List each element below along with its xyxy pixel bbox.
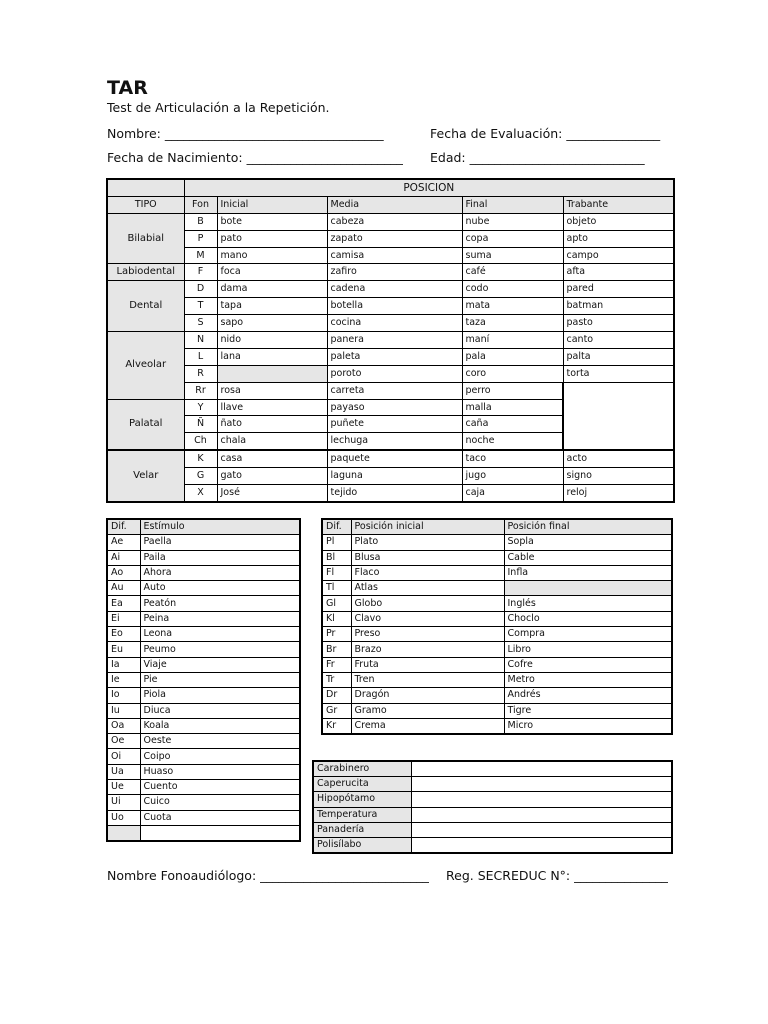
polisilabo-word: Temperatura	[313, 807, 411, 822]
media-cell[interactable]: paleta	[327, 348, 462, 365]
trabante-cell[interactable]: torta	[563, 365, 674, 382]
estimulo-cell[interactable]: Paila	[140, 550, 300, 565]
tipo-alveolar: Alveolar	[107, 332, 184, 400]
tipo-labiodental: Labiodental	[107, 264, 184, 281]
polisilabos-table	[312, 760, 673, 854]
estimulo-cell[interactable]: Diuca	[140, 703, 300, 718]
grupo-dif-cell: Pl	[322, 535, 351, 550]
trabante-cell[interactable]: pared	[563, 281, 674, 298]
grupo-final-cell[interactable]: Choclo	[504, 611, 672, 626]
dif-cell: Ia	[107, 657, 140, 672]
estimulo-cell[interactable]: Oeste	[140, 734, 300, 749]
fon-cell: P	[184, 230, 217, 247]
fon-cell: L	[184, 348, 217, 365]
grupo-inicial-cell[interactable]: Clavo	[351, 611, 504, 626]
phoneme-row	[107, 213, 674, 230]
estimulo-cell[interactable]: Cuento	[140, 780, 300, 795]
inicial-cell[interactable]: sapo	[217, 315, 327, 332]
media-cell[interactable]: lechuga	[327, 433, 462, 450]
dif-cell: Ae	[107, 535, 140, 550]
dif-cell: Ie	[107, 672, 140, 687]
trabante-cell[interactable]: pasto	[563, 315, 674, 332]
footer-nombre-fono[interactable]: Nombre Fonoaudiólogo: ___________________________	[107, 868, 429, 883]
dif-cell: Uo	[107, 810, 140, 825]
final-cell[interactable]: café	[462, 264, 563, 281]
grupo-dif-cell: Tl	[322, 581, 351, 596]
grupo-dif-cell: Bl	[322, 550, 351, 565]
final-cell[interactable]: nube	[462, 213, 563, 230]
phoneme-row	[107, 468, 674, 485]
phoneme-row	[107, 230, 674, 247]
media-cell[interactable]: panera	[327, 332, 462, 349]
estimulo-cell[interactable]: Koala	[140, 718, 300, 733]
polisilabo-response-cell[interactable]	[411, 777, 672, 792]
estimulo-cell[interactable]: Peatón	[140, 596, 300, 611]
grupo-final-cell[interactable]: Cable	[504, 550, 672, 565]
fon-cell: F	[184, 264, 217, 281]
trabante-cell-empty	[563, 433, 674, 450]
final-cell[interactable]: caja	[462, 485, 563, 502]
inicial-cell[interactable]: casa	[217, 450, 327, 467]
fon-cell: Ñ	[184, 416, 217, 433]
dif-cell: Eo	[107, 627, 140, 642]
phoneme-row	[107, 365, 674, 382]
final-cell[interactable]: taco	[462, 450, 563, 467]
fecha-nacimiento-field[interactable]: Fecha de Nacimiento: _________________________	[107, 150, 403, 165]
final-cell[interactable]: maní	[462, 332, 563, 349]
polisilabo-response-cell[interactable]	[411, 822, 672, 837]
fon-cell: T	[184, 298, 217, 315]
inicial-cell[interactable]: José	[217, 485, 327, 502]
estimulo-cell[interactable]: Paella	[140, 535, 300, 550]
inicial-cell[interactable]: pato	[217, 230, 327, 247]
media-cell[interactable]: camisa	[327, 247, 462, 264]
fon-header: Fon	[184, 196, 217, 213]
dif-cell: Ue	[107, 780, 140, 795]
grupo-inicial-cell[interactable]: Globo	[351, 596, 504, 611]
media-cell[interactable]: zafiro	[327, 264, 462, 281]
media-cell[interactable]: cocina	[327, 315, 462, 332]
grupo-final-cell[interactable]: Metro	[504, 672, 672, 687]
polisilabo-response-cell[interactable]	[411, 837, 672, 853]
grupo-dif-header: Dif.	[322, 519, 351, 535]
dif-cell: Ea	[107, 596, 140, 611]
inicial-header: Inicial	[217, 196, 327, 213]
phoneme-table	[106, 178, 675, 503]
trabante-cell[interactable]: batman	[563, 298, 674, 315]
dif-cell: Ai	[107, 550, 140, 565]
final-cell[interactable]: caña	[462, 416, 563, 433]
final-cell[interactable]: jugo	[462, 468, 563, 485]
grupos-table	[321, 518, 673, 735]
dif-cell: Oa	[107, 718, 140, 733]
posicion-inicial-header: Posición inicial	[351, 519, 504, 535]
trabante-cell[interactable]: afta	[563, 264, 674, 281]
phoneme-row	[107, 298, 674, 315]
grupo-dif-cell: Fr	[322, 657, 351, 672]
phoneme-row	[107, 332, 674, 349]
phoneme-row	[107, 315, 674, 332]
estimulo-cell[interactable]: Ahora	[140, 565, 300, 580]
final-cell[interactable]: codo	[462, 281, 563, 298]
final-cell[interactable]: coro	[462, 365, 563, 382]
grupo-inicial-cell[interactable]: Atlas	[351, 581, 504, 596]
estimulo-cell[interactable]: Cuico	[140, 795, 300, 810]
dif-cell: Oi	[107, 749, 140, 764]
trabante-cell-empty	[563, 416, 674, 433]
fon-cell: K	[184, 450, 217, 467]
fon-cell: D	[184, 281, 217, 298]
inicial-cell[interactable]: bote	[217, 213, 327, 230]
final-header: Final	[462, 196, 563, 213]
trabante-cell[interactable]: palta	[563, 348, 674, 365]
grupo-inicial-cell[interactable]: Brazo	[351, 642, 504, 657]
media-cell[interactable]: tejido	[327, 485, 462, 502]
phoneme-row	[107, 281, 674, 298]
final-cell[interactable]: taza	[462, 315, 563, 332]
inicial-cell[interactable]: foca	[217, 264, 327, 281]
polisilabo-word: Panadería	[313, 822, 411, 837]
grupo-final-cell[interactable]: Compra	[504, 627, 672, 642]
grupo-dif-cell: Gl	[322, 596, 351, 611]
media-cell[interactable]: carreta	[327, 382, 462, 399]
polisilabo-response-cell[interactable]	[411, 792, 672, 807]
trabante-cell-empty	[563, 382, 674, 399]
dif-cell: Oe	[107, 734, 140, 749]
header-empty-cell	[107, 179, 184, 196]
tipo-dental: Dental	[107, 281, 184, 332]
grupo-final-cell[interactable]: Cofre	[504, 657, 672, 672]
phoneme-row	[107, 416, 674, 433]
phoneme-row	[107, 382, 674, 399]
dif-cell: Ao	[107, 565, 140, 580]
estimulo-cell[interactable]: Leona	[140, 627, 300, 642]
page-title: TAR	[107, 77, 148, 99]
inicial-cell-empty	[217, 365, 327, 382]
final-cell[interactable]: noche	[462, 433, 563, 450]
media-cell[interactable]: botella	[327, 298, 462, 315]
estimulo-cell[interactable]: Peina	[140, 611, 300, 626]
grupo-final-cell[interactable]: Inglés	[504, 596, 672, 611]
dif-cell: Io	[107, 688, 140, 703]
footer-reg-secreduc[interactable]: Reg. SECREDUC N°: _______________	[446, 868, 668, 883]
grupo-inicial-cell[interactable]: Dragón	[351, 688, 504, 703]
dif-cell-empty	[107, 825, 140, 841]
grupo-inicial-cell[interactable]: Gramo	[351, 703, 504, 718]
fon-cell: M	[184, 247, 217, 264]
dif-cell: Iu	[107, 703, 140, 718]
inicial-cell[interactable]: chala	[217, 433, 327, 450]
polisilabo-word: Polisílabo	[313, 837, 411, 853]
final-cell[interactable]: mata	[462, 298, 563, 315]
dif-cell: Ua	[107, 764, 140, 779]
grupo-final-cell[interactable]: Sopla	[504, 535, 672, 550]
diptongos-rows	[107, 535, 300, 841]
trabante-cell[interactable]: campo	[563, 247, 674, 264]
grupo-final-cell[interactable]: Tigre	[504, 703, 672, 718]
phoneme-row	[107, 433, 674, 450]
estimulo-cell[interactable]: Huaso	[140, 764, 300, 779]
fon-cell: Rr	[184, 382, 217, 399]
dif-header: Dif.	[107, 519, 140, 535]
grupo-inicial-cell[interactable]: Blusa	[351, 550, 504, 565]
page-subtitle: Test de Articulación a la Repetición.	[107, 100, 330, 115]
grupo-inicial-cell[interactable]: Plato	[351, 535, 504, 550]
estimulo-cell[interactable]: Piola	[140, 688, 300, 703]
fon-cell: N	[184, 332, 217, 349]
inicial-cell[interactable]: llave	[217, 399, 327, 416]
diptongos-table	[106, 518, 301, 842]
phoneme-row	[107, 485, 674, 502]
grupo-dif-cell: Kr	[322, 718, 351, 734]
trabante-header: Trabante	[563, 196, 674, 213]
estimulo-cell[interactable]: Peumo	[140, 642, 300, 657]
inicial-cell[interactable]: gato	[217, 468, 327, 485]
grupo-final-cell[interactable]: Micro	[504, 718, 672, 734]
fon-cell: X	[184, 485, 217, 502]
media-header: Media	[327, 196, 462, 213]
media-cell[interactable]: zapato	[327, 230, 462, 247]
tipo-velar: Velar	[107, 450, 184, 502]
phoneme-row	[107, 264, 674, 281]
final-cell[interactable]: copa	[462, 230, 563, 247]
grupo-dif-cell: Br	[322, 642, 351, 657]
polisilabo-word: Caperucita	[313, 777, 411, 792]
fon-cell: G	[184, 468, 217, 485]
grupo-final-cell-empty	[504, 581, 672, 596]
grupo-dif-cell: Gr	[322, 703, 351, 718]
media-cell[interactable]: payaso	[327, 399, 462, 416]
media-cell[interactable]: paquete	[327, 450, 462, 467]
final-cell[interactable]: suma	[462, 247, 563, 264]
media-cell[interactable]: laguna	[327, 468, 462, 485]
estimulo-cell-empty[interactable]	[140, 825, 300, 841]
polisilabo-word: Hipopótamo	[313, 792, 411, 807]
grupo-final-cell[interactable]: Andrés	[504, 688, 672, 703]
trabante-cell[interactable]: apto	[563, 230, 674, 247]
polisilabo-response-cell[interactable]	[411, 807, 672, 822]
dif-cell: Ei	[107, 611, 140, 626]
tipo-header: TIPO	[107, 196, 184, 213]
phoneme-row	[107, 399, 674, 416]
dif-cell: Ui	[107, 795, 140, 810]
trabante-cell[interactable]: signo	[563, 468, 674, 485]
fon-cell: R	[184, 365, 217, 382]
dif-cell: Eu	[107, 642, 140, 657]
edad-field[interactable]: Edad: ____________________________	[430, 150, 645, 165]
posicion-final-header: Posición final	[504, 519, 672, 535]
fon-cell: S	[184, 315, 217, 332]
estimulo-cell[interactable]: Pie	[140, 672, 300, 687]
grupo-inicial-cell[interactable]: Tren	[351, 672, 504, 687]
trabante-cell[interactable]: objeto	[563, 213, 674, 230]
grupo-dif-cell: Fl	[322, 565, 351, 580]
fon-cell: B	[184, 213, 217, 230]
grupo-dif-cell: Pr	[322, 627, 351, 642]
trabante-cell[interactable]: reloj	[563, 485, 674, 502]
phoneme-row	[107, 348, 674, 365]
phoneme-row	[107, 247, 674, 264]
grupo-inicial-cell[interactable]: Preso	[351, 627, 504, 642]
grupo-dif-cell: Dr	[322, 688, 351, 703]
tipo-palatal: Palatal	[107, 399, 184, 450]
media-cell[interactable]: cabeza	[327, 213, 462, 230]
inicial-cell[interactable]: nido	[217, 332, 327, 349]
final-cell[interactable]: malla	[462, 399, 563, 416]
inicial-cell[interactable]: dama	[217, 281, 327, 298]
trabante-cell[interactable]: acto	[563, 450, 674, 467]
dif-cell: Au	[107, 581, 140, 596]
trabante-cell-empty	[563, 399, 674, 416]
estimulo-cell[interactable]: Viaje	[140, 657, 300, 672]
grupo-inicial-cell[interactable]: Crema	[351, 718, 504, 734]
inicial-cell[interactable]: tapa	[217, 298, 327, 315]
inicial-cell[interactable]: lana	[217, 348, 327, 365]
grupo-dif-cell: Kl	[322, 611, 351, 626]
inicial-cell[interactable]: rosa	[217, 382, 327, 399]
fon-cell: Ch	[184, 433, 217, 450]
final-cell[interactable]: perro	[462, 382, 563, 399]
grupo-final-cell[interactable]: Libro	[504, 642, 672, 657]
posicion-header: POSICION	[184, 179, 674, 196]
tipo-bilabial: Bilabial	[107, 213, 184, 264]
estimulo-cell[interactable]: Coipo	[140, 749, 300, 764]
grupo-inicial-cell[interactable]: Flaco	[351, 565, 504, 580]
fon-cell: Y	[184, 399, 217, 416]
media-cell[interactable]: cadena	[327, 281, 462, 298]
estimulo-header: Estímulo	[140, 519, 300, 535]
grupo-inicial-cell[interactable]: Fruta	[351, 657, 504, 672]
estimulo-cell[interactable]: Auto	[140, 581, 300, 596]
fecha-evaluacion-field[interactable]: Fecha de Evaluación: _______________	[430, 126, 661, 141]
nombre-field[interactable]: Nombre: ___________________________________	[107, 126, 384, 141]
phoneme-row	[107, 450, 674, 467]
trabante-cell[interactable]: canto	[563, 332, 674, 349]
polisilabo-response-cell[interactable]	[411, 761, 672, 777]
final-cell[interactable]: pala	[462, 348, 563, 365]
estimulo-cell[interactable]: Cuota	[140, 810, 300, 825]
grupo-dif-cell: Tr	[322, 672, 351, 687]
grupo-final-cell[interactable]: Infla	[504, 565, 672, 580]
polisilabo-word: Carabinero	[313, 761, 411, 777]
media-cell[interactable]: puñete	[327, 416, 462, 433]
inicial-cell[interactable]: ñato	[217, 416, 327, 433]
inicial-cell[interactable]: mano	[217, 247, 327, 264]
media-cell[interactable]: poroto	[327, 365, 462, 382]
